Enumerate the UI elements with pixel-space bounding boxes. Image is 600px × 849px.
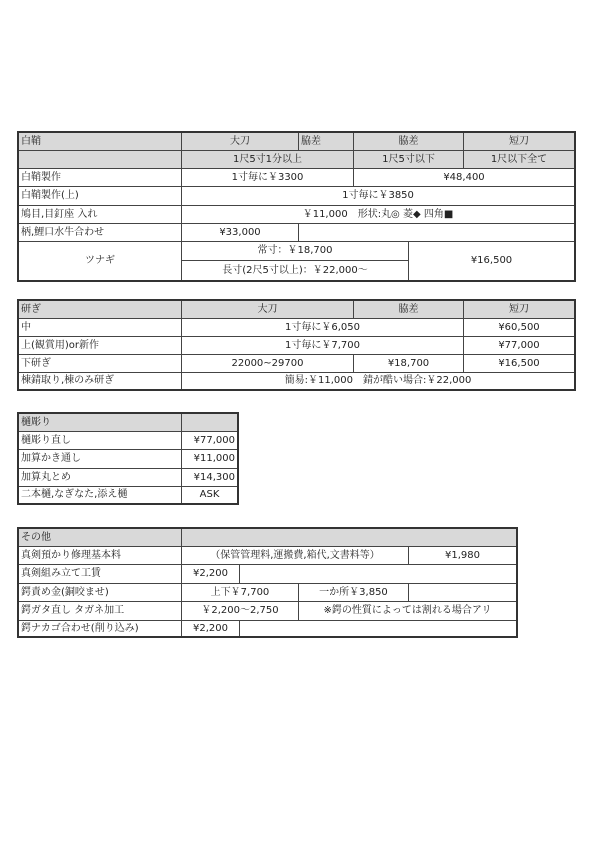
empty-cell (240, 565, 516, 584)
header-other: その他 (19, 529, 182, 547)
row-label: 加算かき通し (19, 450, 182, 469)
price-cell: ¥48,400 (354, 169, 574, 187)
row-label: 真剣組み立て工賃 (19, 565, 182, 584)
row-label: 加算丸とめ (19, 469, 182, 487)
price-cell: ¥14,300 (182, 469, 237, 487)
shirasaya-table (17, 131, 576, 282)
price-cell: 一か所￥3,850 (299, 584, 409, 602)
size-wakizashi: 1尺5寸以下 (354, 151, 464, 169)
empty-cell (240, 621, 516, 636)
size-blank (19, 151, 182, 169)
hibori-table (17, 412, 239, 505)
row-label: 二本樋,なぎなた,添え樋 (19, 487, 182, 503)
price-cell: ¥60,500 (464, 319, 574, 337)
price-cell: ¥33,000 (182, 224, 299, 242)
size-tanto: 1尺以下全て (464, 151, 574, 169)
price-cell: 常寸：￥18,700 (182, 242, 409, 261)
price-cell: ASK (199, 489, 220, 500)
togi-table (17, 299, 576, 391)
row-label: 鳩目,目釘座 入れ (19, 206, 182, 224)
price-cell: ¥16,500 (470, 255, 513, 266)
row-label: 鍔責め金(銅咬ませ) (19, 584, 182, 602)
price-cell: 22000~29700 (182, 355, 354, 373)
empty-cell (409, 584, 516, 602)
row-label: 鍔ナカゴ合わせ(削り込み) (19, 621, 182, 636)
header-tanto: 短刀 (464, 301, 574, 319)
price-cell: ¥2,200 (182, 621, 240, 636)
header-tachi: 大刀 (182, 301, 354, 319)
price-cell: ¥11,000 (182, 450, 237, 469)
row-label: 中 (19, 319, 182, 337)
note-cell: （保管管理料,運搬費,箱代,文書料等） (182, 547, 409, 565)
note-cell: ※鍔の性質によっては割れる場合アリ (299, 602, 516, 621)
header-wakizashi-b: 脇差 (354, 133, 464, 151)
header-togi: 研ぎ (19, 301, 182, 319)
header-blank (182, 529, 516, 547)
price-cell: 1寸毎に￥3300 (182, 169, 354, 187)
header-blank (182, 414, 237, 432)
row-label: ツナギ (19, 242, 182, 280)
price-cell: 1寸毎に￥6,050 (182, 319, 464, 337)
price-cell: ¥77,000 (464, 337, 574, 355)
row-label: 真剣預かり修理基本料 (19, 547, 182, 565)
row-label: 柄,鯉口水牛合わせ (19, 224, 182, 242)
price-cell: ￥2,200～2,750 (182, 602, 299, 621)
row-label: 白鞘製作 (19, 169, 182, 187)
header-shirasaya: 白鞘 (19, 133, 182, 151)
price-cell: ¥77,000 (182, 432, 237, 450)
price-cell: ¥1,980 (409, 547, 516, 565)
header-tanto: 短刀 (464, 133, 574, 151)
header-wakizashi: 脇差 (354, 301, 464, 319)
header-wakizashi-a: 脇差 (299, 133, 354, 151)
size-tachi: 1尺5寸1分以上 (182, 151, 354, 169)
row-label: 樋彫り直し (19, 432, 182, 450)
price-cell: ¥2,200 (182, 565, 240, 584)
price-cell: 上下￥7,700 (182, 584, 299, 602)
row-label: 上(観賞用)or新作 (19, 337, 182, 355)
row-label: 鍔ガタ直し タガネ加工 (19, 602, 182, 621)
row-label: 白鞘製作(上) (19, 187, 182, 206)
row-label: 棟錆取り,棟のみ研ぎ (19, 373, 182, 389)
empty-cell (299, 224, 574, 242)
price-cell: ¥16,500 (464, 355, 574, 373)
price-cell: 1寸毎に￥3850 (182, 187, 574, 206)
price-cell: 簡易:￥11,000 錆が酷い場合:￥22,000 (284, 375, 472, 386)
other-table (17, 527, 518, 638)
header-hibori: 樋彫り (19, 414, 182, 432)
price-cell: ¥18,700 (354, 355, 464, 373)
price-cell: 長寸(2尺5寸以上)：￥22,000～ (182, 261, 409, 280)
price-cell: 1寸毎に￥7,700 (182, 337, 464, 355)
header-tachi: 大刀 (182, 133, 299, 151)
price-cell: ￥11,000 形状:丸◎ 菱◆ 四角■ (182, 206, 574, 224)
row-label: 下研ぎ (19, 355, 182, 373)
